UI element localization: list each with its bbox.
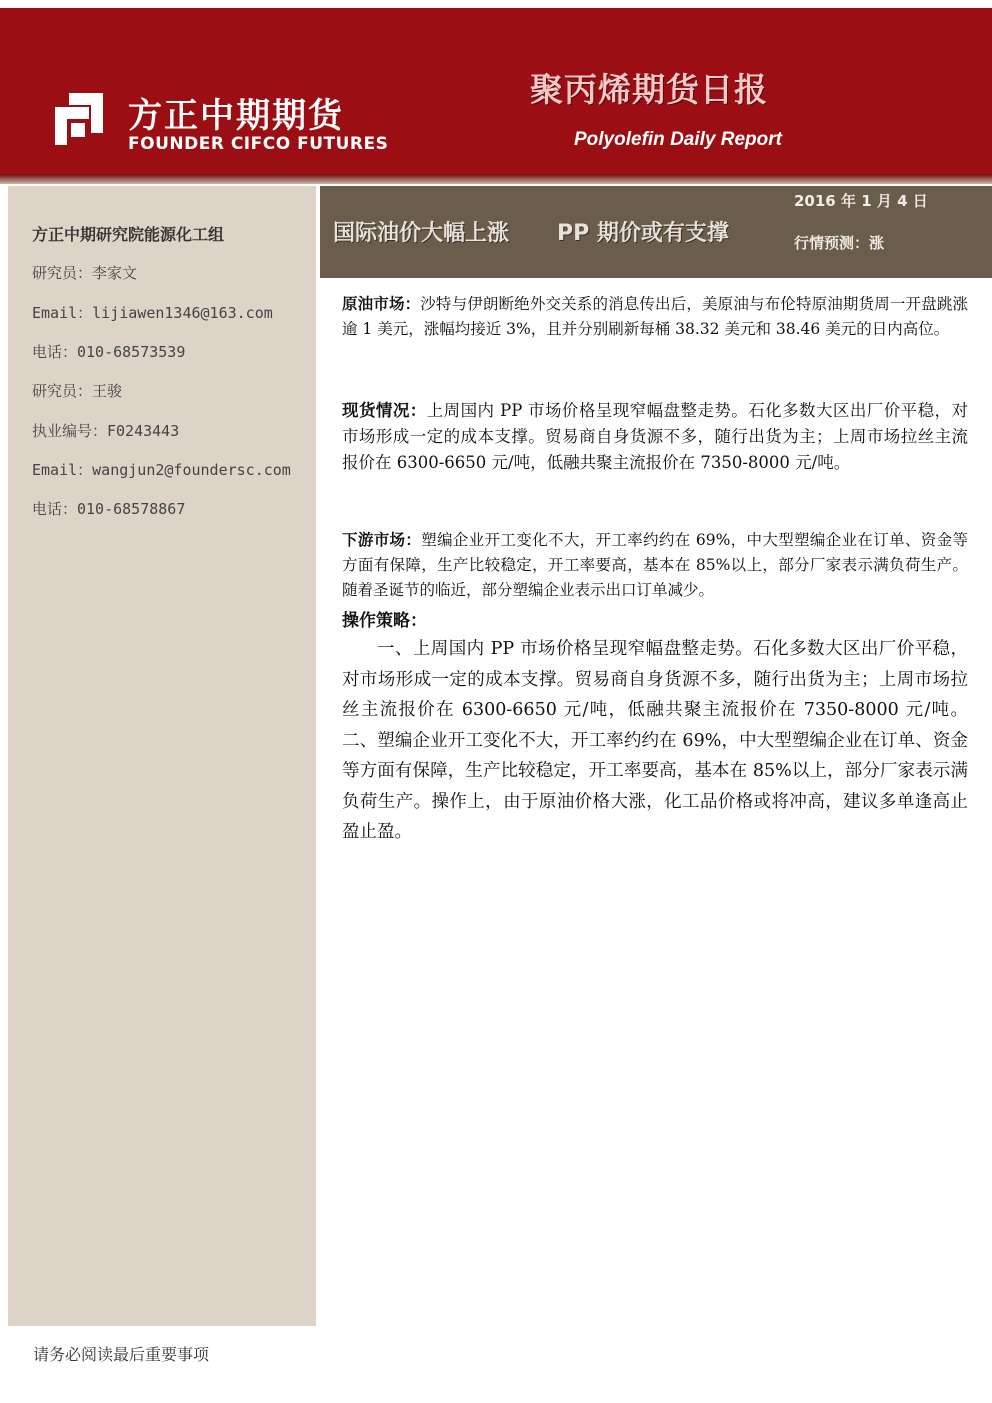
disclaimer-note: 请务必阅读最后重要事项 (33, 1345, 210, 1364)
header-divider (0, 174, 992, 184)
crude-oil-text: 沙特与伊朗断绝外交关系的消息传出后，美原油与布伦特原油期货周一开盘跳涨逾 1 美元，涨幅均接近 3%，且并分别刷新每桶 38.32 美元和 38.46 美元的日内高位。 (342, 295, 968, 338)
analyst-email-1[interactable]: Email：lijiawen1346@163.com (32, 304, 273, 322)
analyst-name-2: 研究员：王骏 (32, 382, 123, 400)
downstream-text: 塑编企业开工变化不大，开工率约约在 69%，中大型塑编企业在订单、资金等方面有保障，生产比较稳定，开工率要高，基本在 85%以上，部分厂家表示满负荷生产。随着圣诞节的临近，部分塑编企业表示出口订单减少。 (342, 531, 968, 599)
analyst-sidebar (8, 186, 316, 1326)
analyst-phone-1: 电话：010-68573539 (32, 343, 186, 361)
headline-part-2: PP 期价或有支撑 (557, 221, 729, 246)
crude-oil-label: 原油市场： (342, 295, 421, 313)
strategy-heading: 操作策略： (342, 611, 427, 631)
market-forecast: 行情预测：涨 (794, 234, 885, 252)
downstream-paragraph (342, 528, 968, 603)
report-header (0, 8, 992, 174)
report-title: 聚丙烯期货日报 (530, 70, 768, 109)
report-subtitle: Polyolefin Daily Report (574, 129, 782, 150)
company-name-cn: 方正中期期货 (128, 96, 344, 136)
analyst-name-1: 研究员：李家文 (32, 264, 138, 282)
headline (333, 216, 729, 247)
strategy-text: 一、上周国内 PP 市场价格呈现窄幅盘整走势。石化多数大区出厂价平稳，对市场形成一定的成本支撑。贸易商自身货源不多，随行出货为主；上周市场拉丝主流报价在 6300-6650 元/吨，低融共聚主流报价在 7350-8000 元/吨。二、塑编企业开工变化不大，开工率约约在 69%，中大型塑编企业在订单、资金等方面有保障，生产比较稳定，开工率要高，基本在 85%以上，部分厂家表示满负荷生产。操作上，由于原油价格大涨，化工品价格或将冲高，建议多单逢高止盈止盈。 (342, 639, 968, 842)
crude-oil-paragraph (342, 292, 968, 342)
downstream-label: 下游市场： (342, 531, 422, 549)
report-date: 2016 年 1 月 4 日 (794, 192, 928, 210)
analyst-phone-2: 电话：010-68578867 (32, 500, 186, 518)
company-name-en: FOUNDER CIFCO FUTURES (128, 134, 389, 154)
headline-banner (320, 186, 992, 278)
department-name: 方正中期研究院能源化工组 (32, 225, 225, 244)
headline-part-1: 国际油价大幅上涨 (333, 221, 510, 246)
spot-label: 现货情况： (342, 401, 427, 420)
spot-text: 上周国内 PP 市场价格呈现窄幅盘整走势。石化多数大区出厂价平稳，对市场形成一定的成本支撑。贸易商自身货源不多，随行出货为主；上周市场拉丝主流报价在 6300-6650 元/吨，低融共聚主流报价在 7350-8000 元/吨。 (342, 401, 968, 472)
analyst-license-2: 执业编号：F0243443 (32, 422, 180, 440)
spot-paragraph (342, 398, 968, 476)
analyst-email-2[interactable]: Email：wangjun2@foundersc.com (32, 461, 291, 479)
top-strip (0, 0, 992, 6)
company-logo-icon (55, 93, 103, 145)
